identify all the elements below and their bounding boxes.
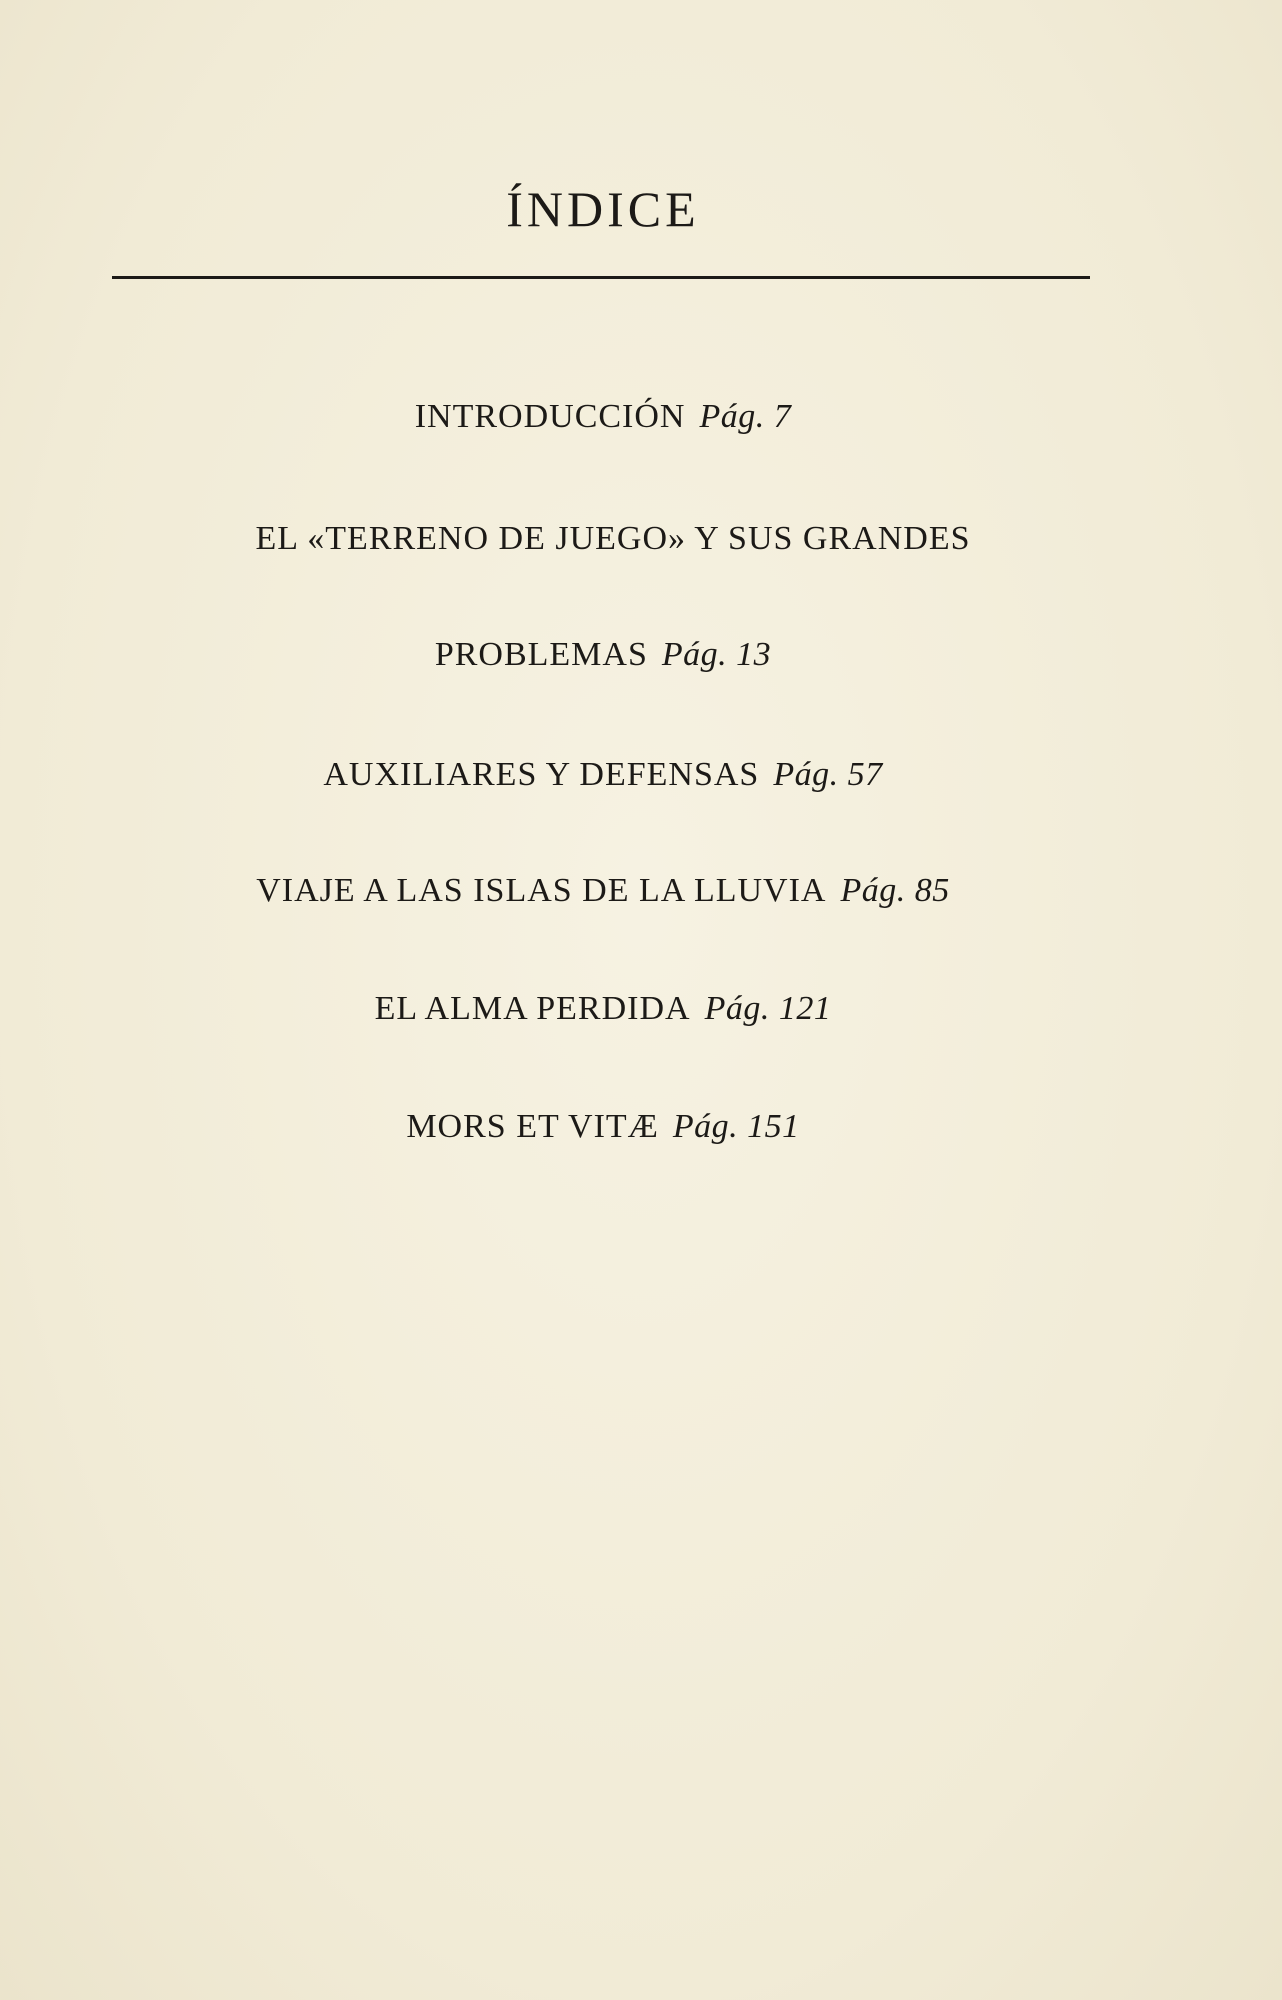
toc-entry-title: EL ALMA PERDIDA (374, 990, 691, 1027)
toc-entry-mors-et-vitae (0, 1108, 1206, 1146)
toc-entry-title: VIAJE A LAS ISLAS DE LA LLUVIA (256, 872, 827, 909)
toc-entry-page: Pág. 121 (704, 990, 832, 1027)
toc-entry-page: Pág. 151 (672, 1108, 800, 1145)
toc-entry-page: Pág. 57 (773, 756, 883, 793)
toc-entry-title: MORS ET VITÆ (406, 1108, 659, 1145)
page-title: ÍNDICE (506, 181, 700, 237)
toc-entry-terreno-line1 (10, 520, 1216, 558)
toc-entry-page: Pág. 13 (661, 636, 772, 673)
toc-entry-page: Pág. 7 (699, 398, 792, 435)
toc-entry-title: INTRODUCCIÓN (414, 398, 686, 435)
toc-entry-introduccion (0, 398, 1206, 436)
toc-entry-page: Pág. 85 (840, 872, 950, 909)
title-divider (112, 276, 1090, 279)
toc-entry-title: EL «TERRENO DE JUEGO» Y SUS GRANDES (255, 520, 971, 557)
toc-entry-terreno-line2 (0, 636, 1206, 674)
toc-entry-auxiliares (0, 756, 1206, 794)
toc-entry-title: AUXILIARES Y DEFENSAS (323, 756, 760, 793)
toc-entry-alma-perdida (0, 990, 1206, 1028)
toc-entry-viaje (0, 872, 1206, 910)
toc-entry-title: PROBLEMAS (434, 636, 648, 673)
